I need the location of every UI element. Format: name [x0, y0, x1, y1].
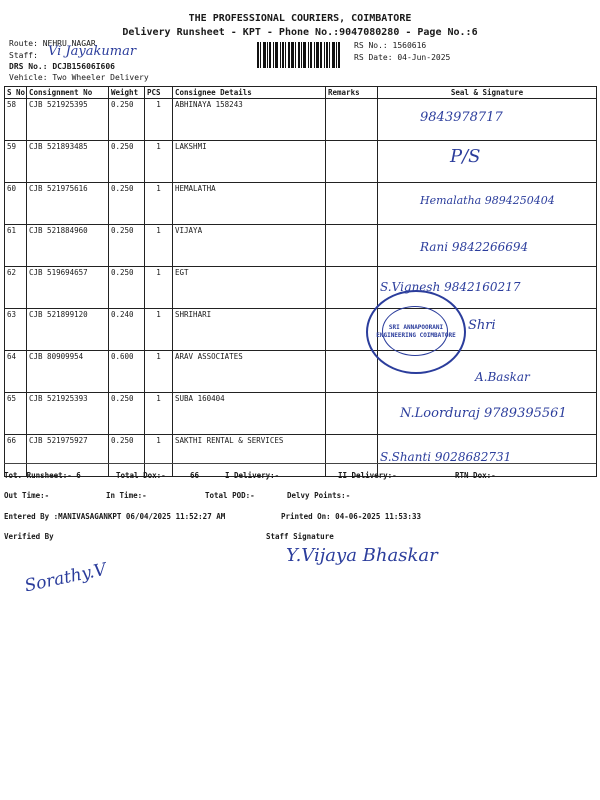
cell-weight: 0.250 [109, 183, 145, 225]
cell-sno: 63 [5, 309, 27, 351]
verifier-signature: Sorathy.V [22, 559, 109, 597]
cell-sno: 62 [5, 267, 27, 309]
cell-consignee: HEMALATHA [173, 183, 326, 225]
cell-sno: 64 [5, 351, 27, 393]
cell-remarks [326, 141, 378, 183]
cell-consignment: CJB 521893485 [27, 141, 109, 183]
vehicle-label: Vehicle: Two Wheeler Delivery [9, 73, 149, 82]
cell-consignee: ABHINAYA 158243 [173, 99, 326, 141]
runsheet-title: Delivery Runsheet - KPT - Phone No.:9047080280 - Page No.:6 [122, 27, 478, 38]
cell-seal [378, 183, 597, 225]
total-dox-value: 66 [190, 471, 200, 480]
cell-pcs: 1 [145, 141, 173, 183]
cell-consignee: ARAV ASSOCIATES [173, 351, 326, 393]
cell-pcs: 1 [145, 99, 173, 141]
first-delivery: I Delivery:- [225, 471, 280, 480]
table-row [5, 393, 597, 435]
receiver-signature: P/S [450, 146, 481, 167]
cell-consignment: CJB 521899120 [27, 309, 109, 351]
route-label: Route: NEHRU NAGAR [9, 39, 96, 48]
table-row [5, 435, 597, 477]
cell-consignee: VIJAYA [173, 225, 326, 267]
receiver-signature: Rani 9842266694 [420, 240, 529, 254]
cell-consignment: CJB 521884960 [27, 225, 109, 267]
cell-sno: 59 [5, 141, 27, 183]
cell-seal [378, 225, 597, 267]
cell-remarks [326, 351, 378, 393]
cell-pcs: 1 [145, 435, 173, 477]
barcode-icon [257, 42, 347, 68]
cell-remarks [326, 99, 378, 141]
cell-pcs: 1 [145, 225, 173, 267]
cell-pcs: 1 [145, 183, 173, 225]
col-header-seal: Seal & Signature [378, 87, 597, 99]
cell-remarks [326, 267, 378, 309]
receiver-signature: 9843978717 [420, 110, 503, 125]
col-header-consignment: Consignment No [27, 87, 109, 99]
cell-consignee: SAKTHI RENTAL & SERVICES [173, 435, 326, 477]
cell-consignee: SHRIHARI [173, 309, 326, 351]
summary-divider [4, 463, 596, 464]
cell-consignment: CJB 80909954 [27, 351, 109, 393]
second-delivery: II Delivery:- [338, 471, 397, 480]
cell-pcs: 1 [145, 309, 173, 351]
cell-consignee: LAKSHMI [173, 141, 326, 183]
table-row [5, 309, 597, 351]
delivery-points: Delvy Points:- [287, 491, 351, 500]
total-dox-label: Total Dox:- [116, 471, 166, 480]
total-runsheet: Tot. Runsheet:- 6 [4, 471, 81, 480]
total-pod: Total POD:- [205, 491, 255, 500]
cell-seal [378, 99, 597, 141]
cell-weight: 0.250 [109, 267, 145, 309]
staff-label: Staff: [9, 51, 38, 60]
receiver-signature: Shri [468, 318, 496, 333]
cell-weight: 0.600 [109, 351, 145, 393]
table-row [5, 183, 597, 225]
verified-by-label: Verified By [4, 532, 54, 541]
cell-weight: 0.250 [109, 435, 145, 477]
cell-consignee: EGT [173, 267, 326, 309]
receiver-signature: A.Baskar [475, 370, 530, 384]
cell-sno: 58 [5, 99, 27, 141]
company-title: THE PROFESSIONAL COURIERS, COIMBATORE [188, 13, 412, 24]
cell-consignment: CJB 521925393 [27, 393, 109, 435]
printed-on: Printed On: 04-06-2025 11:53:33 [281, 512, 421, 521]
cell-consignment: CJB 519694657 [27, 267, 109, 309]
staff-handwritten-signature: Y.Vijaya Bhaskar [286, 545, 438, 566]
cell-pcs: 1 [145, 393, 173, 435]
cell-seal [378, 141, 597, 183]
cell-weight: 0.240 [109, 309, 145, 351]
col-header-weight: Weight [109, 87, 145, 99]
table-row [5, 351, 597, 393]
out-time: Out Time:- [4, 491, 50, 500]
cell-sno: 66 [5, 435, 27, 477]
table-row [5, 141, 597, 183]
cell-consignment: CJB 521925395 [27, 99, 109, 141]
col-header-pcs: PCS [145, 87, 173, 99]
rs-number: RS No.: 1560616 [354, 41, 427, 50]
company-seal-stamp [366, 290, 466, 374]
cell-sno: 61 [5, 225, 27, 267]
receiver-signature: S.Vignesh 9842160217 [380, 280, 521, 294]
col-header-sno: S No [5, 87, 27, 99]
receiver-signature: Hemalatha 9894250404 [420, 194, 555, 207]
table-row [5, 99, 597, 141]
cell-weight: 0.250 [109, 99, 145, 141]
cell-sno: 65 [5, 393, 27, 435]
entered-by: Entered By :MANIVASAGANKPT 06/04/2025 11:52:27 AM [4, 512, 226, 521]
receiver-signature: S.Shanti 9028682731 [380, 450, 512, 464]
staff-signature-label: Staff Signature [266, 532, 334, 541]
table-row [5, 225, 597, 267]
drs-number: DRS No.: DCJB15606I606 [9, 62, 115, 71]
table-row [5, 267, 597, 309]
cell-pcs: 1 [145, 351, 173, 393]
cell-consignment: CJB 521975927 [27, 435, 109, 477]
col-header-remarks: Remarks [326, 87, 378, 99]
table-header-row [5, 87, 597, 99]
stamp-text: SRI ANNAPOORANI ENGINEERING COIMBATORE [376, 324, 456, 339]
in-time: In Time:- [106, 491, 147, 500]
cell-weight: 0.250 [109, 141, 145, 183]
cell-pcs: 1 [145, 267, 173, 309]
runsheet-table [4, 86, 597, 477]
rs-date: RS Date: 04-Jun-2025 [354, 53, 451, 62]
col-header-consignee: Consignee Details [173, 87, 326, 99]
receiver-signature: N.Loorduraj 9789395561 [400, 406, 567, 421]
cell-weight: 0.250 [109, 393, 145, 435]
cell-remarks [326, 393, 378, 435]
cell-remarks [326, 225, 378, 267]
rtn-dox: RTN Dox:- [455, 471, 496, 480]
staff-name-handwritten: Vi Jayakumar [48, 44, 137, 59]
cell-sno: 60 [5, 183, 27, 225]
cell-consignment: CJB 521975616 [27, 183, 109, 225]
cell-consignee: SUBA 160404 [173, 393, 326, 435]
cell-weight: 0.250 [109, 225, 145, 267]
cell-remarks [326, 183, 378, 225]
cell-seal [378, 393, 597, 435]
